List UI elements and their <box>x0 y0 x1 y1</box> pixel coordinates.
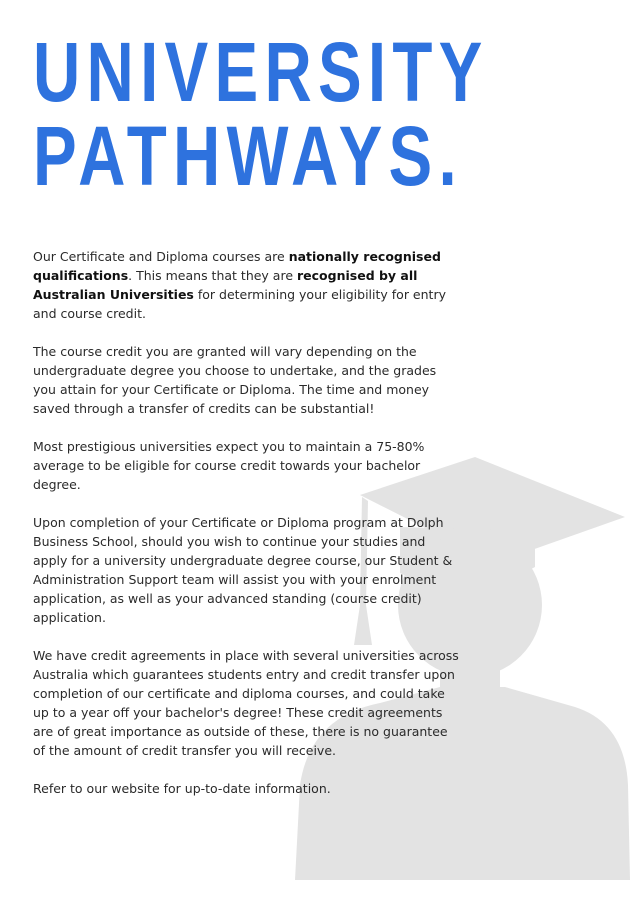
paragraph-website: Refer to our website for up-to-date information. <box>33 781 331 796</box>
p1-text-e: for determining your eligibility for entry and course credit. <box>33 287 446 321</box>
page-title <box>33 25 593 203</box>
p1-bold-recognised-universities: recognised by all Australian Universities <box>33 268 418 302</box>
p1-bold-nationally-recognised: nationally recognised qualifications <box>33 249 441 283</box>
paragraph-course-credit: The course credit you are granted will vary depending on the undergraduate degree you choose to undertake, and the grades you attain for your Certificate or Diploma. The time and money saved through a transfer of credits can be substantial! <box>33 344 437 416</box>
title-line-2: PATHWAYS. <box>33 109 463 203</box>
body-text <box>33 247 463 817</box>
p1-text-a: Our Certificate and Diploma courses are <box>33 249 289 264</box>
paragraph-average: Most prestigious universities expect you to maintain a 75-80% average to be eligible for course credit towards your bachelor degree. <box>33 439 425 492</box>
title-line-1: UNIVERSITY <box>33 25 489 119</box>
paragraph-support: Upon completion of your Certificate or Diploma program at Dolph Business School, should you wish to continue your studies and apply for a university undergraduate degree course, our Student & Administration Support team will assist you with your enrolment application, as well as your advanced standing (course credit) application. <box>33 515 453 625</box>
p1-text-c: . This means that they are <box>128 268 297 283</box>
paragraph-recognition <box>33 247 463 323</box>
paragraph-agreements: We have credit agreements in place with several universities across Australia which guarantees students entry and credit transfer upon completion of our certificate and diploma courses, and could take up to a year off your bachelor's degree! These credit agreements are of great importance as outside of these, there is no guarantee of the amount of credit transfer you will receive. <box>33 648 459 758</box>
